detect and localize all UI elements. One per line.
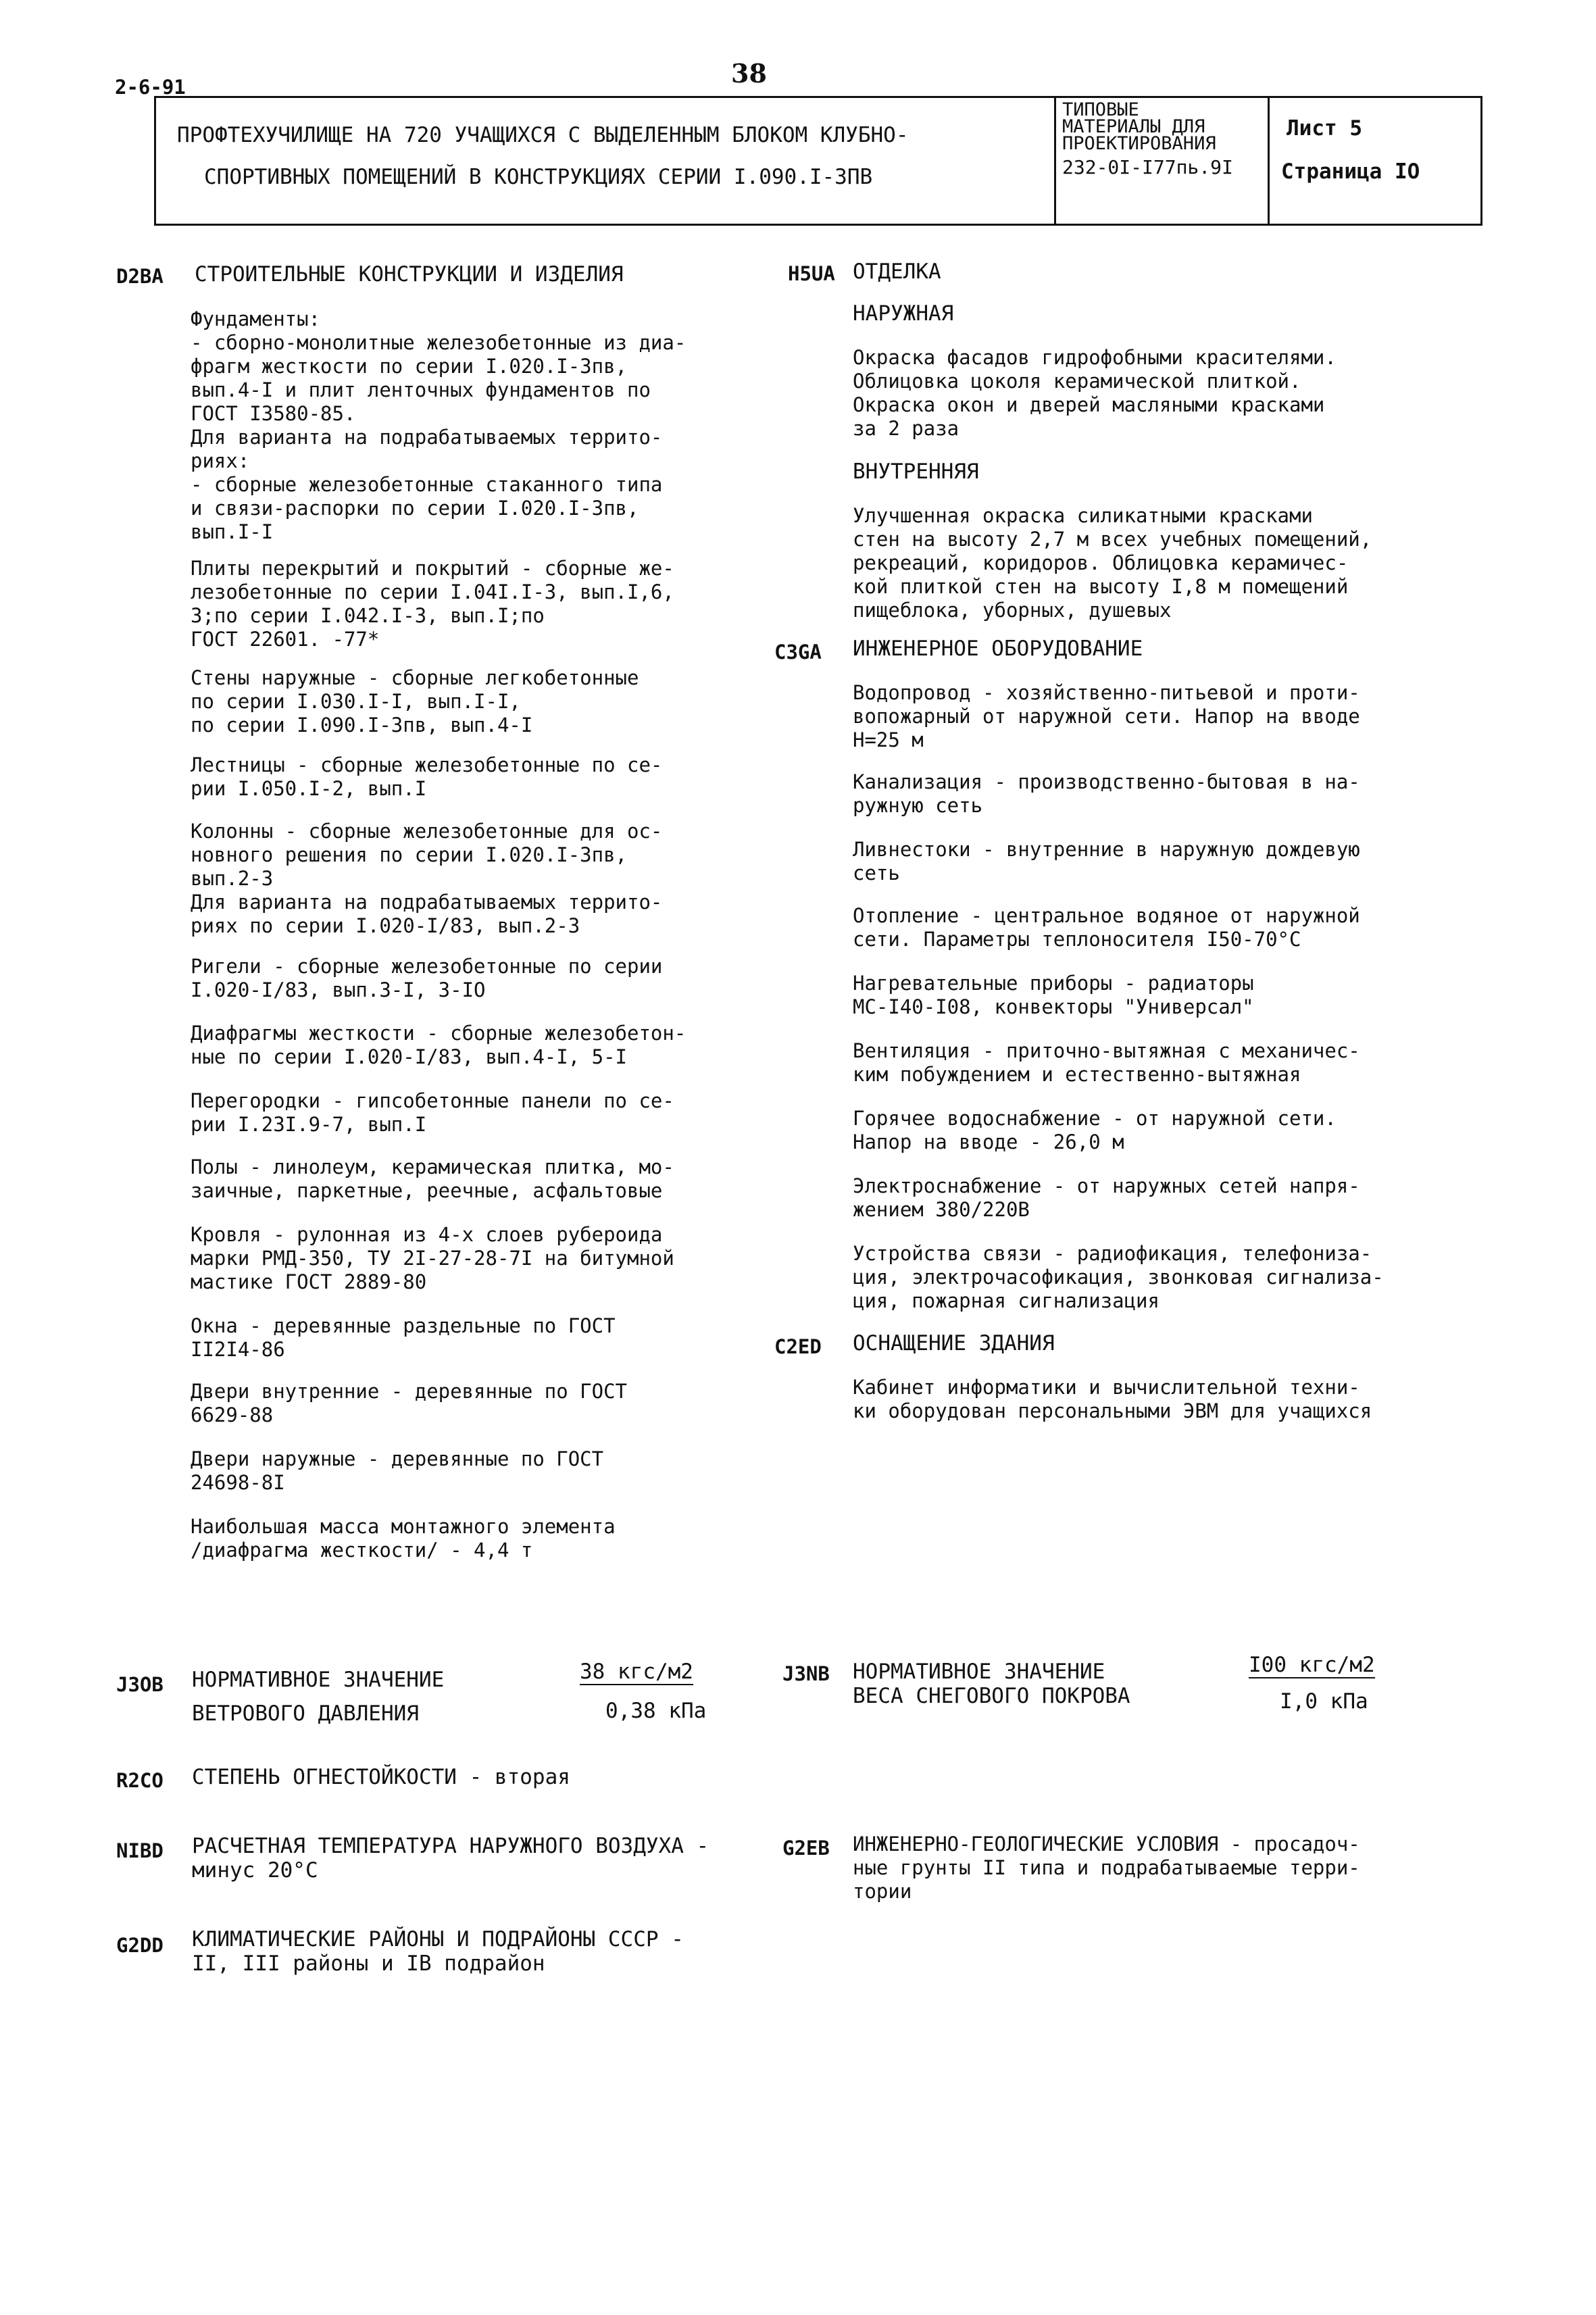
construction-item-roof: Кровля - рулонная из 4-х слоев рубероида марки РМД-350, ТУ 2I-27-28-7I на битумной мастике ГОСТ 2889-80 (191, 1223, 674, 1293)
temp-code: NIBD (116, 1839, 164, 1862)
engineering-item-sewer: Канализация - производственно-бытовая в на- ружную сеть (853, 770, 1360, 817)
snow-code: J3NB (782, 1662, 830, 1685)
section-title-equipment: ОСНАЩЕНИЕ ЗДАНИЯ (853, 1331, 1055, 1355)
doc-code: 2-6-91 (115, 76, 186, 99)
header-title-line1: ПРОФТЕХУЧИЛИЩЕ НА 720 УЧАЩИХСЯ С ВЫДЕЛЕННЫМ БЛОКОМ КЛУБНО- (177, 123, 909, 147)
header-divider-2 (1268, 96, 1270, 226)
finish-exterior-text: Окраска фасадов гидрофобными красителями. Облицовка цоколя керамической плиткой. Окраска окон и дверей масляными красками за 2 раза (853, 346, 1337, 440)
engineering-item-hot-water: Горячее водоснабжение - от наружной сети. Напор на вводе - 26,0 м (853, 1107, 1337, 1153)
section-code-finish: H5UA (788, 262, 835, 285)
construction-item-outer-doors: Двери наружные - деревянные по ГОСТ 24698-8I (191, 1447, 604, 1494)
engineering-item-power: Электроснабжение - от наружных сетей напря- жением 380/220В (853, 1174, 1360, 1221)
section-title-construction: СТРОИТЕЛЬНЫЕ КОНСТРУКЦИИ И ИЗДЕЛИЯ (195, 262, 624, 287)
section-code-equipment: C2ED (774, 1335, 822, 1358)
construction-item-columns: Колонны - сборные железобетонные для ос- новного решения по серии I.020.I-3пв, вып.2-3 Для варианта на подрабатываемых террито- риях по серии I.020-I/83, вып.2-3 (191, 820, 663, 937)
snow-label-1: НОРМАТИВНОЕ ЗНАЧЕНИЕ (853, 1660, 1105, 1684)
section-code-engineering: C3GA (774, 641, 822, 664)
wind-code: J3OB (116, 1673, 164, 1696)
construction-item-beams: Ригели - сборные железобетонные по серии I.020-I/83, вып.3-I, 3-IO (191, 955, 663, 1001)
snow-value-kgs (1249, 1653, 1375, 1677)
sheet-label: Лист 5 (1287, 116, 1362, 141)
construction-item-stairs: Лестницы - сборные железобетонные по се- рии I.050.I-2, вып.I (191, 753, 663, 800)
page-number: 38 (731, 58, 767, 89)
materials-block (1062, 101, 1233, 176)
construction-item-diaphragms: Диафрагмы жесткости - сборные железобетон- ные по серии I.020-I/83, вып.4-I, 5-I (191, 1022, 687, 1068)
equipment-text: Кабинет информатики и вычислительной техни- ки оборудован персональными ЭВМ для учащихся (853, 1376, 1372, 1422)
construction-item-walls: Стены наружные - сборные легкобетонные по серии I.030.I-I, вып.I-I, по серии I.090.I-3пв, вып.4-I (191, 666, 639, 737)
fire-text: СТЕПЕНЬ ОГНЕСТОЙКОСТИ - вторая (192, 1765, 570, 1789)
materials-line1: ТИПОВЫЕ (1062, 99, 1139, 120)
snow-value-2: I,0 кПа (1280, 1689, 1368, 1714)
finish-interior-text: Улучшенная окраска силикатными красками стен на высоту 2,7 м всех учебных помещений, рекреаций, коридоров. Облицовка керамичес- кой плиткой стен на высоту I,8 м помещений пищеблока, уборных, душевых (853, 504, 1372, 622)
wind-value-kgs (580, 1660, 735, 1684)
construction-item-foundations: Фундаменты: - сборно-монолитные железобетонные из диа- фрагм жесткости по серии I.020.I-3пв, вып.4-I и плит ленточных фундаментов по ГОСТ I3580-85. Для варианта на подрабатываемых террито- риях: - сборные железобетонные стаканного типа и связи-распорки по серии I.020.I-3пв, вып.I-I (191, 307, 687, 543)
construction-item-max-mass: Наибольшая масса монтажного элемента /диафрагма жесткости/ - 4,4 т (191, 1515, 616, 1562)
engineering-item-ventilation: Вентиляция - приточно-вытяжная с механичес- ким побуждением и естественно-вытяжная (853, 1039, 1360, 1086)
header-title-line2: СПОРТИВНЫХ ПОМЕЩЕНИЙ В КОНСТРУКЦИЯХ СЕРИИ I.090.I-3ПВ (204, 165, 873, 189)
finish-exterior-title: НАРУЖНАЯ (853, 301, 954, 326)
wind-value-2: 0,38 кПа (605, 1699, 707, 1723)
construction-item-floors: Полы - линолеум, керамическая плитка, мо- заичные, паркетные, реечные, асфальтовые (191, 1155, 674, 1202)
section-title-engineering: ИНЖЕНЕРНОЕ ОБОРУДОВАНИЕ (853, 637, 1143, 661)
climate-code: G2DD (116, 1934, 164, 1957)
construction-item-inner-doors: Двери внутренние - деревянные по ГОСТ 6629-88 (191, 1380, 628, 1426)
snow-value-1: I00 кгс/м2 (1249, 1653, 1375, 1677)
geo-code: G2EB (782, 1837, 830, 1860)
wind-value-1: 38 кгс/м2 (580, 1660, 693, 1684)
header-divider-1 (1054, 96, 1056, 226)
fire-code: R2CO (116, 1769, 164, 1792)
engineering-item-heating: Отопление - центральное водяное от наружной сети. Параметры теплоносителя I50-70°C (853, 904, 1360, 951)
construction-item-windows: Окна - деревянные раздельные по ГОСТ II2I4-86 (191, 1314, 616, 1361)
page-label: Страница IO (1281, 159, 1420, 184)
wind-label-1: НОРМАТИВНОЕ ЗНАЧЕНИЕ (192, 1668, 445, 1692)
geo-text: ИНЖЕНЕРНО-ГЕОЛОГИЧЕСКИЕ УСЛОВИЯ - просадоч- ные грунты II типа и подрабатываемые терри- тории (853, 1833, 1360, 1903)
materials-code: 232-0I-I77пь.9I (1062, 156, 1233, 178)
snow-label-2: ВЕСА СНЕГОВОГО ПОКРОВА (853, 1684, 1130, 1708)
section-code-construction: D2BA (116, 265, 164, 288)
engineering-item-drain: Ливнестоки - внутренние в наружную дождевую сеть (853, 838, 1360, 885)
climate-text: КЛИМАТИЧЕСКИЕ РАЙОНЫ И ПОДРАЙОНЫ СССР - II, III районы и IВ подрайон (192, 1927, 684, 1976)
engineering-item-radiators: Нагревательные приборы - радиаторы МС-I40-I08, конвекторы "Универсал" (853, 972, 1254, 1018)
engineering-item-comms: Устройства связи - радиофикация, телефониза- ция, электрочасофикация, звонковая сигнализа- ция, пожарная сигнализация (853, 1242, 1384, 1312)
materials-line3: ПРОЕКТИРОВАНИЯ (1062, 133, 1216, 154)
construction-item-partitions: Перегородки - гипсобетонные панели по се- рии I.23I.9-7, вып.I (191, 1089, 674, 1136)
engineering-item-water: Водопровод - хозяйственно-питьевой и проти- вопожарный от наружной сети. Напор на вводе H=25 м (853, 681, 1360, 751)
construction-item-slabs: Плиты перекрытий и покрытий - сборные же- лезобетонные по серии I.04I.I-3, вып.I,6, 3;по серии I.042.I-3, вып.I;по ГОСТ 22601. -77* (191, 557, 674, 651)
materials-line2: МАТЕРИАЛЫ ДЛЯ (1062, 116, 1205, 137)
section-title-finish: ОТДЕЛКА (853, 259, 941, 284)
finish-interior-title: ВНУТРЕННЯЯ (853, 459, 979, 484)
temp-text: РАСЧЕТНАЯ ТЕМПЕРАТУРА НАРУЖНОГО ВОЗДУХА - минус 20°С (192, 1834, 709, 1883)
wind-label-2: ВЕТРОВОГО ДАВЛЕНИЯ (192, 1701, 419, 1726)
